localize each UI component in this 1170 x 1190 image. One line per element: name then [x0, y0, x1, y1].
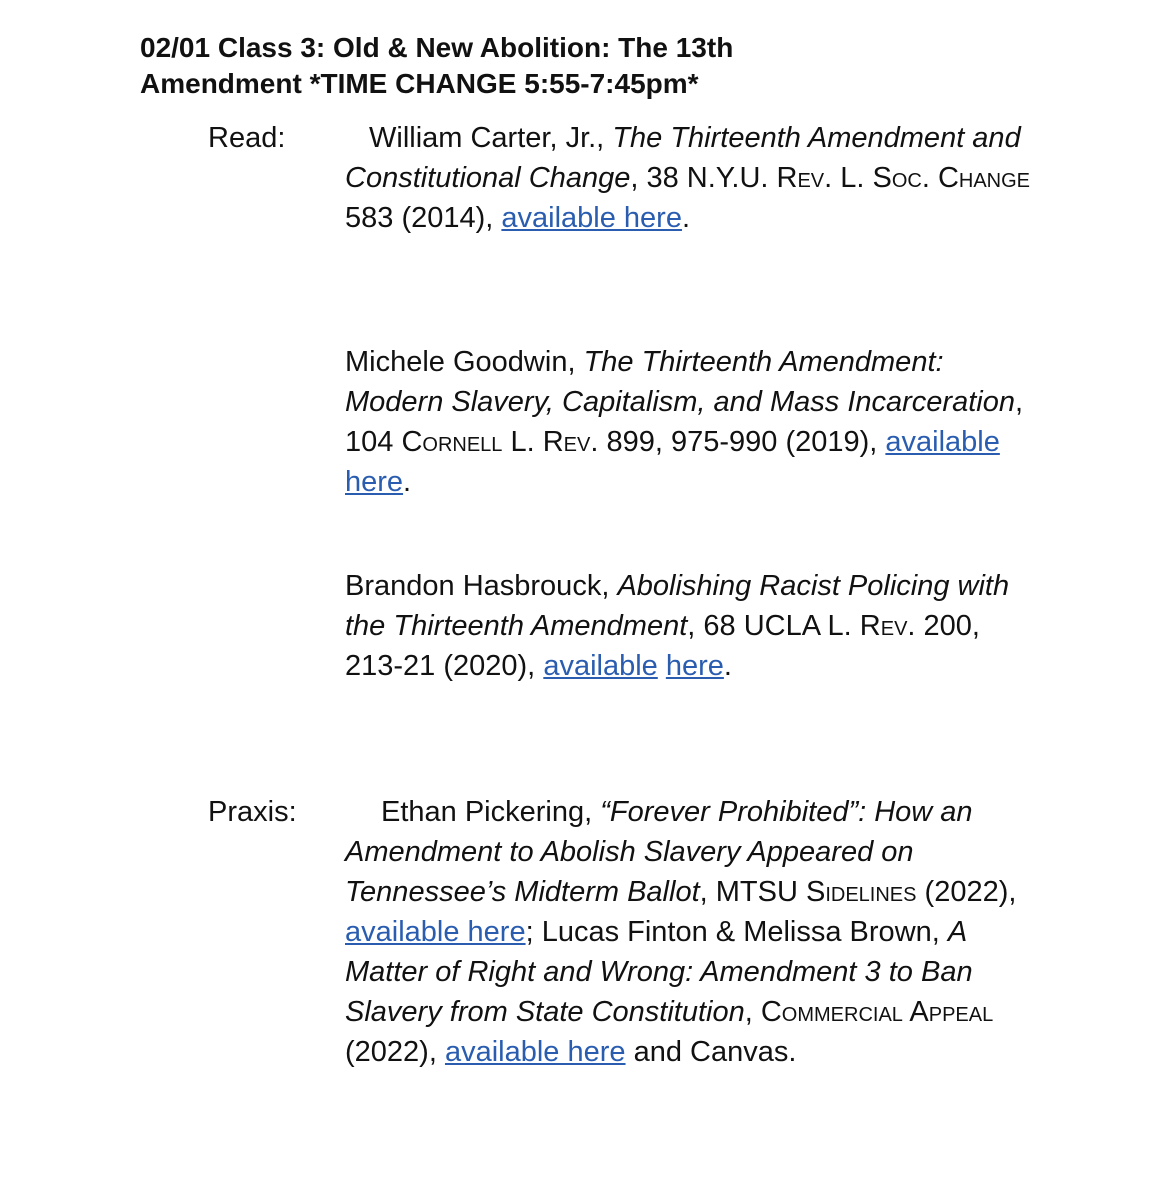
- period: .: [403, 466, 412, 498]
- journal-name: Rev. L. Soc. Change: [776, 162, 1031, 194]
- author: Brandon Hasbrouck,: [345, 570, 618, 602]
- closing-text: and Canvas.: [625, 1036, 797, 1068]
- period: .: [723, 650, 732, 682]
- journal-name: Sidelines: [805, 876, 917, 908]
- article-title: Abolishing Racist Policing with the Thirteenth Amendment: [345, 570, 1010, 642]
- praxis-label: Praxis:: [208, 796, 297, 828]
- reading-entry-carter: [345, 118, 1045, 238]
- citation-2: (2022),: [345, 1036, 445, 1068]
- citation: 200, 213-21 (2020),: [345, 610, 980, 682]
- article-title-2: A Matter of Right and Wrong: Amendment 3 to Ban Slavery from State Constitution: [345, 916, 973, 1028]
- heading-line-1: 02/01 Class 3: Old & New Abolition: The 13th: [140, 32, 734, 63]
- citation-prefix: , 104: [345, 386, 1024, 458]
- author: Ethan Pickering,: [381, 796, 601, 828]
- journal-name: Cornell L. Rev.: [401, 426, 599, 458]
- citation-prefix: , 68 UCLA L.: [687, 610, 860, 642]
- available-here-link-2[interactable]: available here: [444, 1036, 626, 1068]
- available-here-link[interactable]: available: [543, 650, 658, 682]
- citation-prefix: , MTSU: [699, 876, 806, 908]
- article-title: “Forever Prohibited”: How an Amendment to Abolish Slavery Appeared on Tennessee’s Midterm Ballot: [345, 796, 973, 908]
- citation: 899, 975-990 (2019),: [598, 426, 886, 458]
- available-here-link[interactable]: available here: [345, 916, 526, 948]
- citation: 583 (2014),: [345, 202, 502, 234]
- class-heading: [140, 30, 1040, 102]
- heading-line-2: Amendment *TIME CHANGE 5:55-7:45pm*: [140, 68, 699, 99]
- reading-entry-hasbrouck: [345, 566, 1045, 686]
- author: Michele Goodwin,: [345, 346, 584, 378]
- citation-prefix: , 38 N.Y.U.: [630, 162, 777, 194]
- reading-entry-goodwin: [345, 342, 1045, 502]
- available-here-link[interactable]: available here: [501, 202, 682, 234]
- author: William Carter, Jr.,: [369, 122, 613, 154]
- author-2: Lucas Finton & Melissa Brown,: [541, 916, 948, 948]
- article-title: The Thirteenth Amendment and Constitutional Change: [345, 122, 1021, 194]
- available-here-link[interactable]: available here: [345, 426, 1000, 498]
- citation-prefix-2: ,: [744, 996, 761, 1028]
- read-label: Read:: [208, 122, 286, 154]
- separator: ;: [525, 916, 542, 948]
- period: .: [681, 202, 691, 234]
- journal-name: Rev.: [859, 610, 916, 642]
- praxis-entry: [345, 792, 1045, 1072]
- article-title: The Thirteenth Amendment: Modern Slavery, Capitalism, and Mass Incarceration: [345, 346, 1015, 418]
- journal-name-2: Commercial Appeal: [760, 996, 994, 1028]
- citation: (2022),: [916, 876, 1017, 908]
- available-here-link-cont[interactable]: here: [665, 650, 724, 682]
